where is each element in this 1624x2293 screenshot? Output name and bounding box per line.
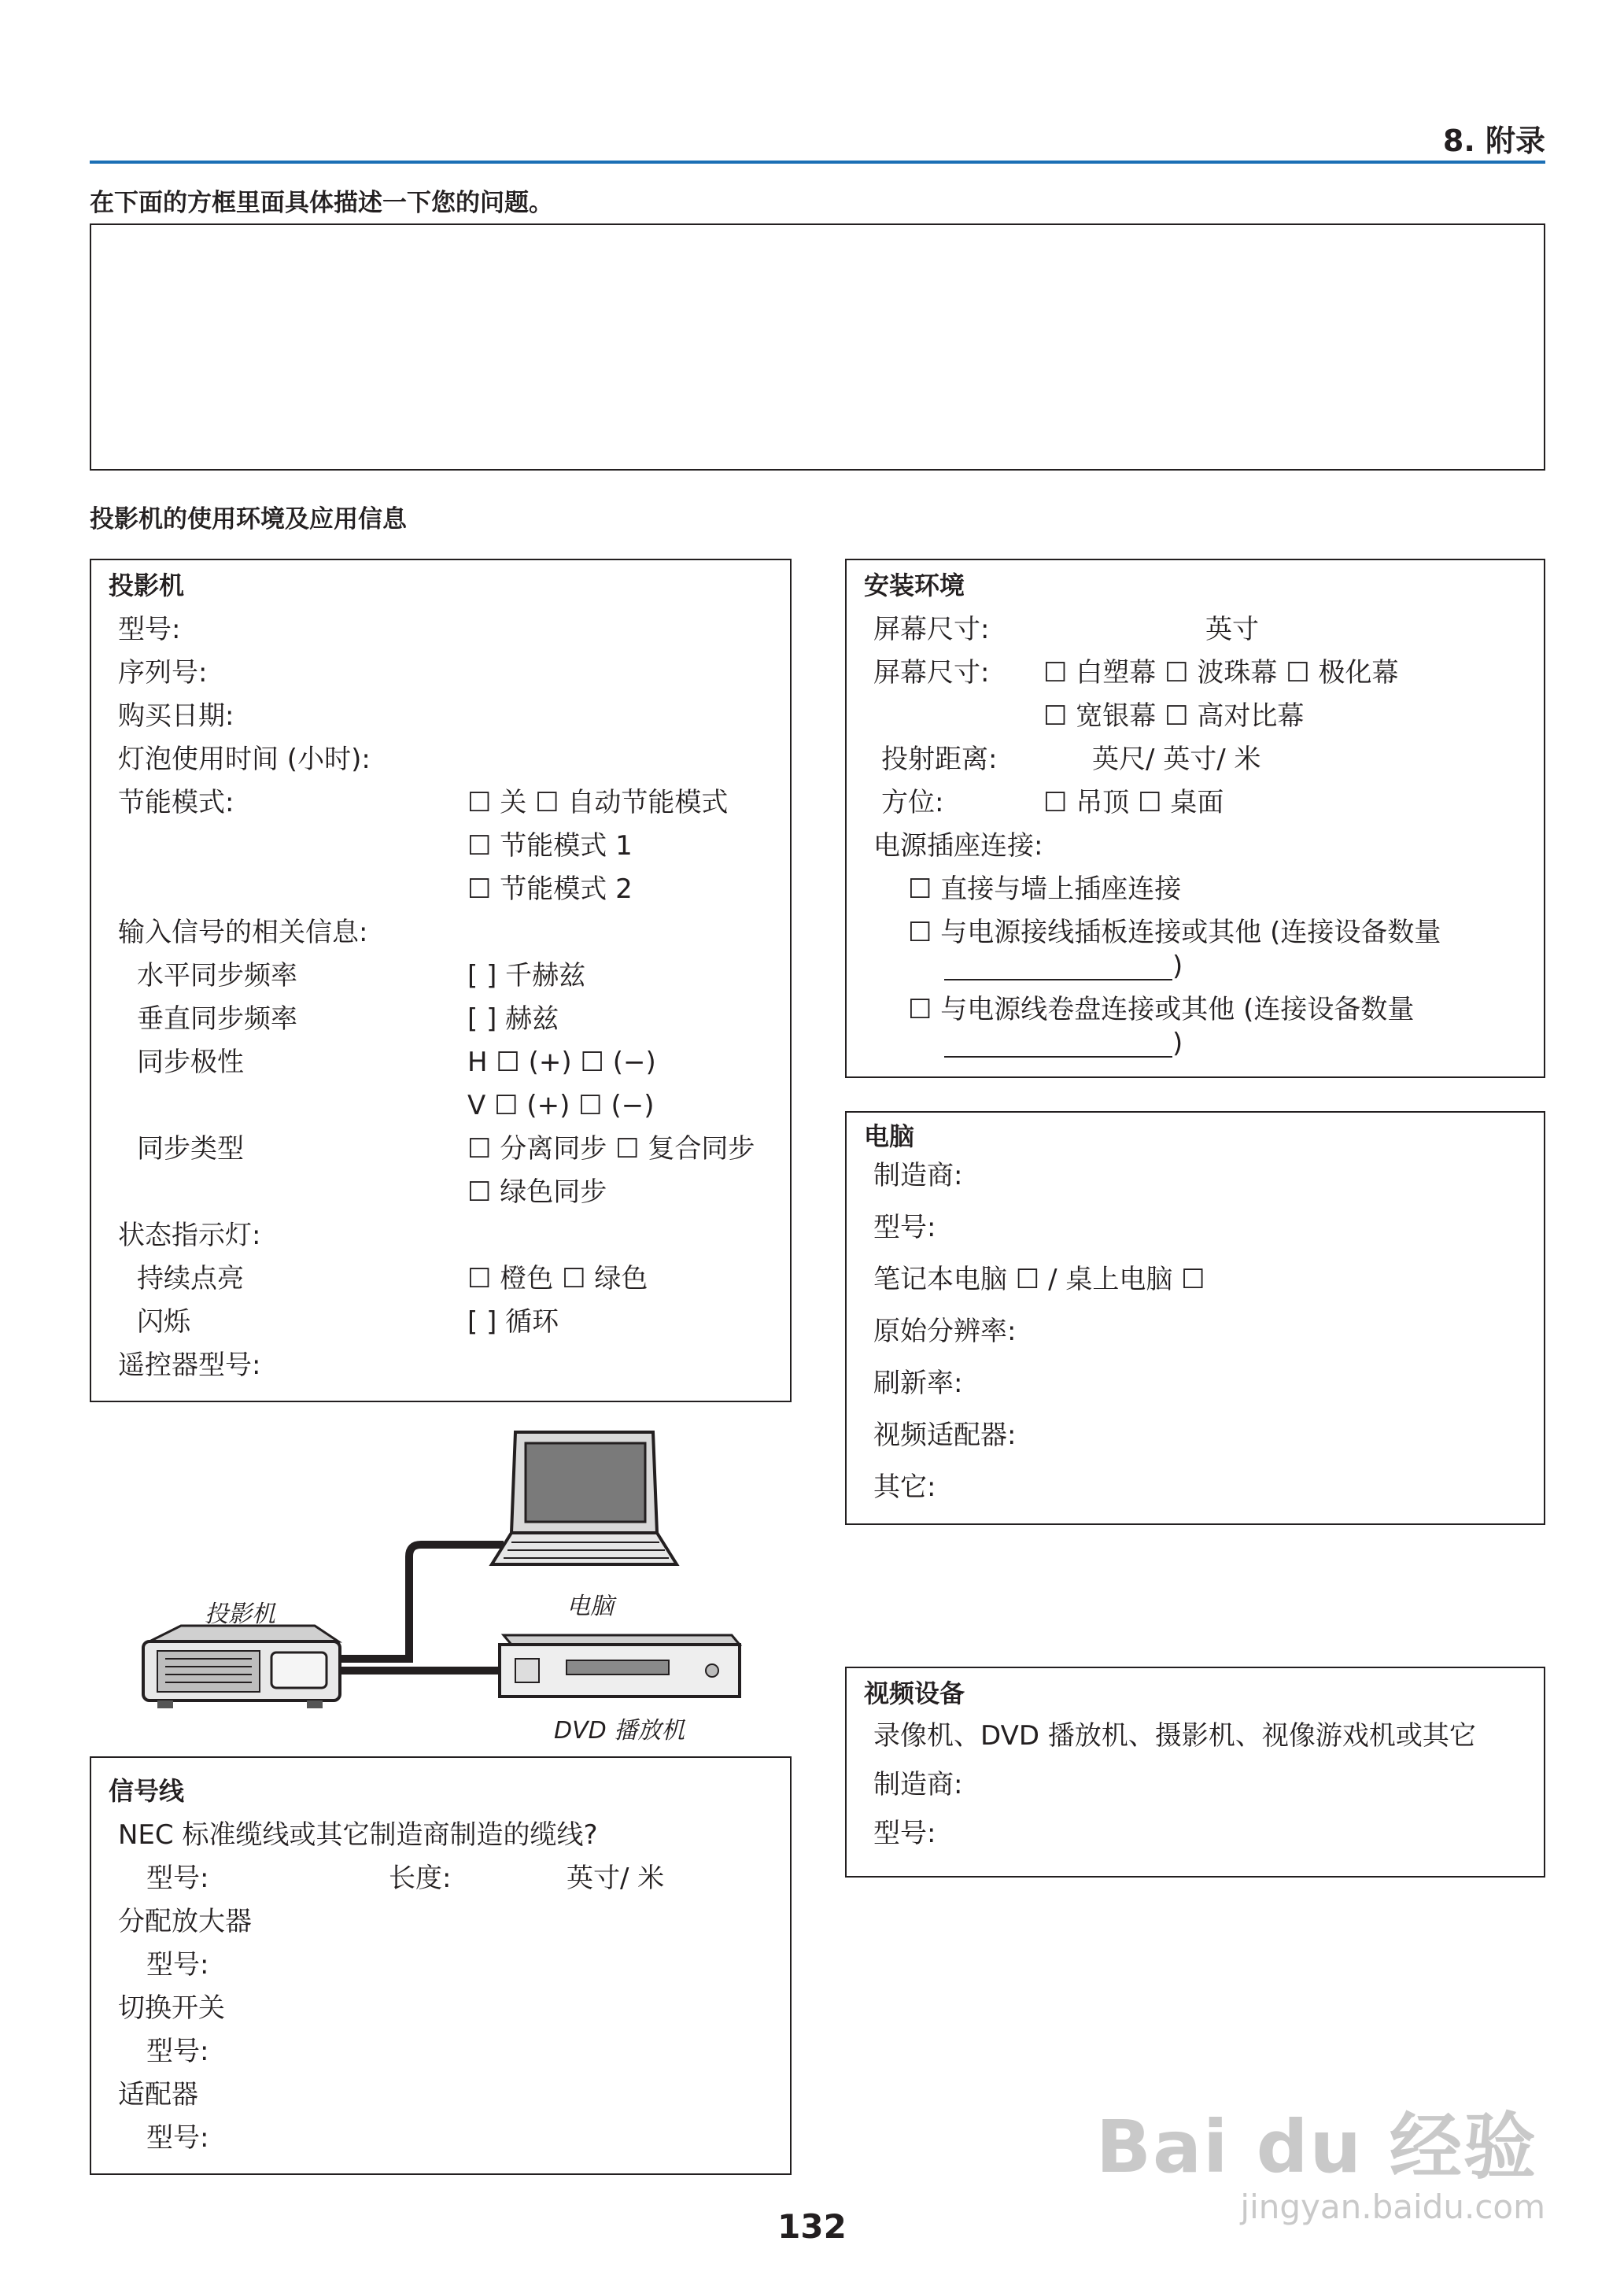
screen-type-options-2[interactable]: ☐ 宽银幕 ☐ 高对比幕 xyxy=(1043,700,1305,732)
distance-label: 投射距离: xyxy=(881,744,998,775)
hsync-field[interactable]: [ ] 千赫兹 xyxy=(467,960,586,991)
steady-label: 持续点亮 xyxy=(137,1263,244,1294)
cable-question: NEC 标准缆线或其它制造商制造的缆线? xyxy=(118,1819,598,1851)
video-maker-label: 制造商: xyxy=(873,1769,963,1800)
screen-type-label: 屏幕尺寸: xyxy=(873,657,990,689)
computer-maker-label: 制造商: xyxy=(873,1160,963,1191)
diagram-projector-label: 投影机 xyxy=(205,1601,275,1628)
diagram-dvd-label: DVD 播放机 xyxy=(554,1717,685,1745)
dvd-player-icon xyxy=(500,1635,740,1697)
power-label: 电源插座连接: xyxy=(873,830,1043,862)
video-model-label: 型号: xyxy=(873,1818,936,1849)
projector-serial-label: 序列号: xyxy=(118,657,208,689)
sync-type-label: 同步类型 xyxy=(137,1133,244,1165)
projector-box xyxy=(90,559,792,1402)
connection-diagram xyxy=(134,1423,763,1737)
orientation-options[interactable]: ☐ 吊顶 ☐ 桌面 xyxy=(1043,787,1224,818)
sync-type-options-2[interactable]: ☐ 绿色同步 xyxy=(467,1176,607,1208)
eco-mode-option-3[interactable]: ☐ 节能模式 2 xyxy=(467,873,633,905)
sync-type-options-1[interactable]: ☐ 分离同步 ☐ 复合同步 xyxy=(467,1133,755,1165)
strip-close-paren: ) xyxy=(1172,951,1183,982)
strip-count-line xyxy=(944,979,1172,980)
steady-options[interactable]: ☐ 橙色 ☐ 绿色 xyxy=(467,1263,648,1294)
computer-model-label: 型号: xyxy=(873,1212,936,1243)
screen-size-label: 屏幕尺寸: xyxy=(873,614,990,645)
computer-box xyxy=(845,1111,1545,1525)
vsync-field[interactable]: [ ] 赫兹 xyxy=(467,1003,559,1035)
eco-mode-options-1[interactable]: ☐ 关 ☐ 自动节能模式 xyxy=(467,787,729,818)
resolution-label: 原始分辨率: xyxy=(873,1316,1017,1347)
blink-label: 闪烁 xyxy=(137,1306,190,1338)
input-signal-label: 输入信号的相关信息: xyxy=(118,917,368,948)
power-option-wall[interactable]: ☐ 直接与墙上插座连接 xyxy=(908,873,1182,905)
eco-mode-option-2[interactable]: ☐ 节能模式 1 xyxy=(467,830,633,862)
refresh-label: 刷新率: xyxy=(873,1368,963,1399)
cable-length-unit: 英寸/ 米 xyxy=(567,1863,665,1894)
remote-model-label: 遥控器型号: xyxy=(118,1350,261,1381)
screen-type-options-1[interactable]: ☐ 白塑幕 ☐ 波珠幕 ☐ 极化幕 xyxy=(1043,657,1399,689)
watermark-url: jingyan.baidu.com xyxy=(1240,2188,1545,2226)
power-option-strip[interactable]: ☐ 与电源接线插板连接或其他 (连接设备数量 xyxy=(908,917,1441,948)
watermark-logo: Bai du 经验 xyxy=(1095,2105,1537,2189)
amp-label: 分配放大器 xyxy=(118,1906,252,1937)
blink-field[interactable]: [ ] 循环 xyxy=(467,1306,559,1338)
switch-label: 切换开关 xyxy=(118,1992,225,2024)
section-heading: 投影机的使用环境及应用信息 xyxy=(90,505,407,534)
install-box xyxy=(845,559,1545,1078)
problem-heading: 在下面的方框里面具体描述一下您的问题。 xyxy=(90,189,553,217)
projector-model-label: 型号: xyxy=(118,614,181,645)
cable-to-laptop xyxy=(330,1545,504,1659)
projector-title: 投影机 xyxy=(109,570,185,600)
cable-model-label: 型号: xyxy=(146,1863,209,1894)
vsync-label: 垂直同步频率 xyxy=(137,1003,297,1035)
orientation-label: 方位: xyxy=(881,787,944,818)
computer-title: 电脑 xyxy=(864,1121,915,1151)
indicator-label: 状态指示灯: xyxy=(118,1220,261,1251)
adapter-label: 适配器 xyxy=(118,2079,198,2110)
chapter-title: 8. 附录 xyxy=(1442,124,1545,158)
purchase-date-label: 购买日期: xyxy=(118,700,234,732)
hsync-label: 水平同步频率 xyxy=(137,960,297,991)
lamp-hours-label: 灯泡使用时间 (小时): xyxy=(118,744,371,775)
reel-count-line xyxy=(944,1056,1172,1058)
adapter-model-label: 型号: xyxy=(146,2122,209,2154)
video-box xyxy=(845,1667,1545,1878)
polarity-label: 同步极性 xyxy=(137,1047,244,1078)
power-option-reel[interactable]: ☐ 与电源线卷盘连接或其他 (连接设备数量 xyxy=(908,994,1415,1025)
distance-unit: 英尺/ 英寸/ 米 xyxy=(1092,744,1261,775)
problem-textbox[interactable] xyxy=(90,223,1545,471)
header-divider xyxy=(90,161,1545,164)
eco-mode-label: 节能模式: xyxy=(118,787,234,818)
video-adapter-label: 视频适配器: xyxy=(873,1420,1017,1451)
laptop-icon xyxy=(492,1432,677,1564)
cable-title: 信号线 xyxy=(109,1776,185,1806)
switch-model-label: 型号: xyxy=(146,2036,209,2067)
projector-icon xyxy=(143,1626,340,1708)
reel-close-paren: ) xyxy=(1172,1028,1183,1059)
video-types: 录像机、DVD 播放机、摄影机、视像游戏机或其它 xyxy=(873,1720,1476,1752)
polarity-v-options[interactable]: V ☐ (+) ☐ (−) xyxy=(467,1090,655,1121)
diagram-computer-label: 电脑 xyxy=(567,1593,614,1620)
amp-model-label: 型号: xyxy=(146,1949,209,1981)
page-number: 132 xyxy=(777,2207,847,2246)
video-title: 视频设备 xyxy=(864,1678,965,1708)
screen-size-unit: 英寸 xyxy=(1205,614,1259,645)
install-title: 安装环境 xyxy=(864,570,965,600)
computer-type-options[interactable]: 笔记本电脑 ☐ / 桌上电脑 ☐ xyxy=(873,1264,1205,1295)
cable-box xyxy=(90,1756,792,2175)
polarity-h-options[interactable]: H ☐ (+) ☐ (−) xyxy=(467,1047,656,1078)
computer-other-label: 其它: xyxy=(873,1471,936,1503)
cable-length-label: 长度: xyxy=(389,1863,452,1894)
